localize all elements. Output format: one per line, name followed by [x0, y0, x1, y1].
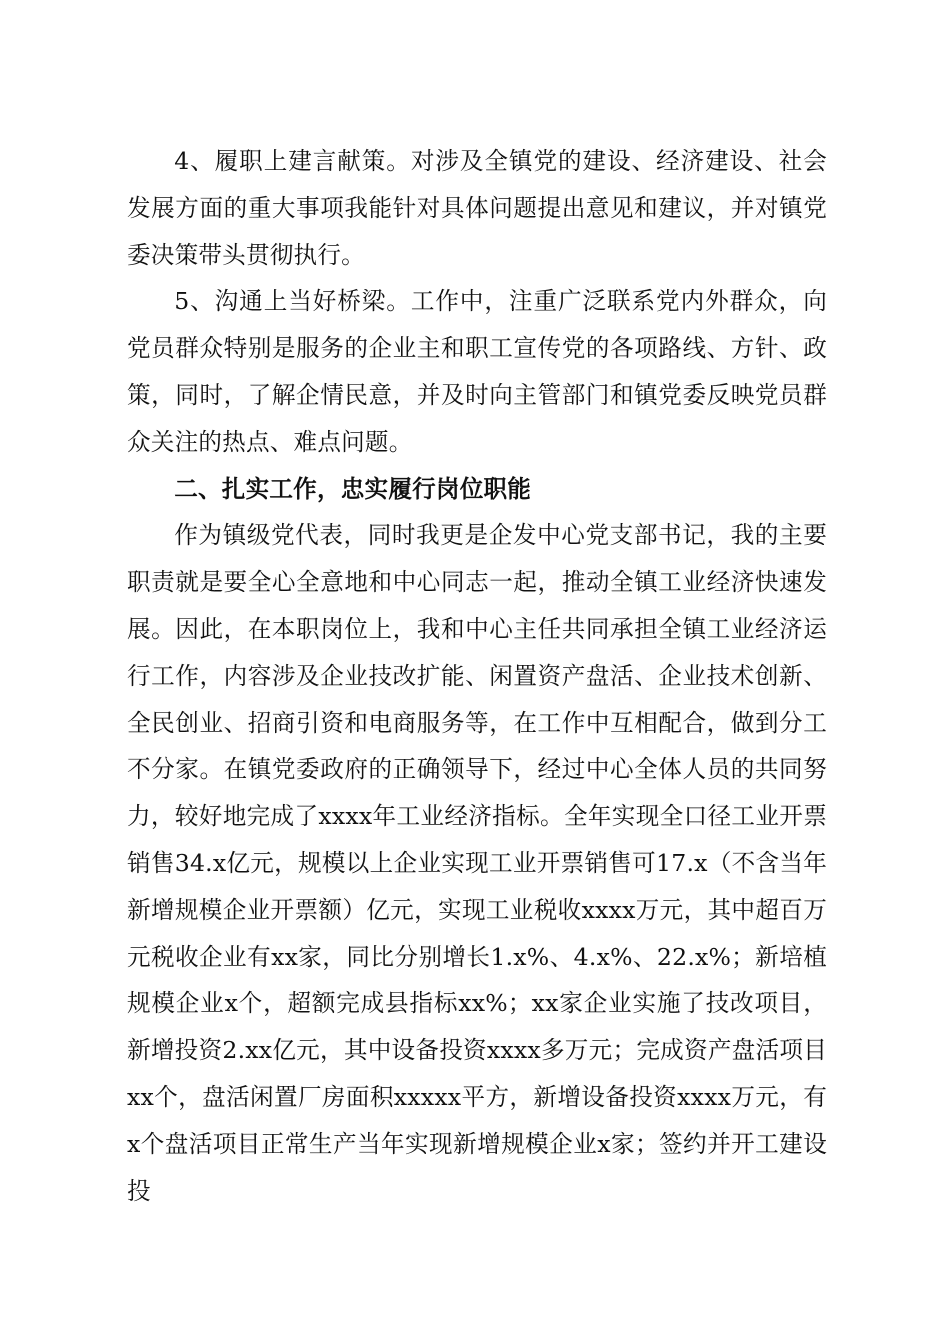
- paragraph-section-2-body: 作为镇级党代表，同时我更是企发中心党支部书记，我的主要职责就是要全心全意地和中心同志一起，推动全镇工业经济快速发展。因此，在本职岗位上，我和中心主任共同承担全镇工业经济运行工作，内容涉及企业技改扩能、闲置资产盘活、企业技术创新、全民创业、招商引资和电商服务等，在工作中互相配合，做到分工不分家。在镇党委政府的正确领导下，经过中心全体人员的共同努力，较好地完成了xxxx年工业经济指标。全年实现全口径工业开票销售34.x亿元，规模以上企业实现工业开票销售可17.x（不含当年新增规模企业开票额）亿元，实现工业税收xxxx万元，其中超百万元税收企业有xx家，同比分别增长1.x%、4.x%、22.x%；新培植规模企业x个，超额完成县指标xx%；xx家企业实施了技改项目，新增投资2.xx亿元，其中设备投资xxxx多万元；完成资产盘活项目xx个，盘活闲置厂房面积xxxxx平方，新增设备投资xxxx万元，有x个盘活项目正常生产当年实现新增规模企业x家；签约并开工建设投: [127, 521, 827, 1205]
- document-body: [127, 138, 827, 1214]
- paragraph-item-4: 4、履职上建言献策。对涉及全镇党的建设、经济建设、社会发展方面的重大事项我能针对具体问题提出意见和建议，并对镇党委决策带头贯彻执行。: [127, 147, 827, 269]
- paragraph-item-5: 5、沟通上当好桥梁。工作中，注重广泛联系党内外群众，向党员群众特别是服务的企业主和职工宣传党的各项路线、方针、政策，同时，了解企情民意，并及时向主管部门和镇党委反映党员群众关注的热点、难点问题。: [127, 287, 827, 456]
- section-heading-2: 二、扎实工作，忠实履行岗位职能: [174, 474, 532, 503]
